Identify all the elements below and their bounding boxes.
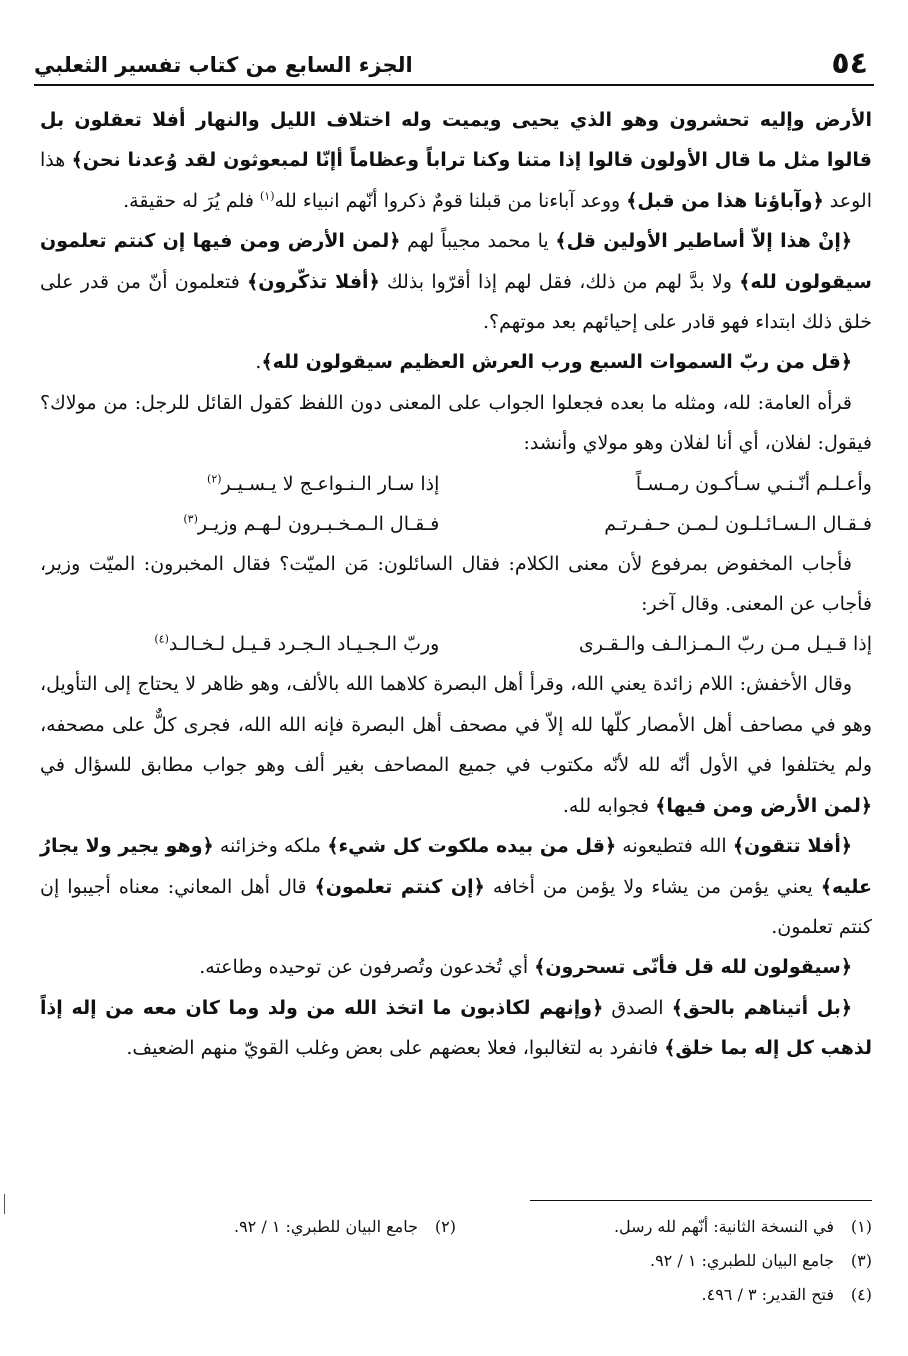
quran-quote: قل من ربّ السموات السبع ورب العرش العظيم سيقولون لله	[272, 351, 841, 374]
paragraph-2	[40, 221, 872, 342]
paragraph-text: قرأه العامة: لله، ومثله ما بعده فجعلوا الجواب على المعنى دون اللفظ كقول القائل للرجل: من مولاك؟ فيقول: لفلان، أي أنا لفلان وهو مولاي وأنشد:	[40, 391, 872, 455]
verse-hemistich-2	[40, 464, 439, 504]
paragraph-text: يعني يؤمن من يشاء ولا يؤمن من أخافه	[484, 875, 821, 898]
close-bracket: ﴾	[655, 794, 667, 817]
open-bracket: ﴿	[840, 230, 852, 253]
close-bracket: ﴾	[247, 270, 259, 293]
footnote-row	[40, 1244, 872, 1278]
paragraph-4	[40, 383, 872, 464]
open-bracket: ﴿	[812, 189, 824, 212]
quran-quote: الأرض وإليه تحشرون وهو الذي يحيى ويميت وله اختلاف الليل والنهار أفلا تعقلون بل قالوا مثل ما قال الأولون قالوا إذا متنا وكنا تراباً وعظاماً أإنّا لمبعوثون لقد وُعدنا نحن	[40, 109, 873, 172]
quran-quote: إنْ هذا إلاّ أساطير الأولين قل	[566, 230, 841, 253]
open-bracket: ﴿	[202, 835, 214, 858]
paragraph-6	[40, 664, 872, 826]
close-bracket: ﴾	[664, 1037, 676, 1060]
quran-quote: إن كنتم تعلمون	[325, 875, 474, 898]
verse-hemistich-1: فـقـال الـسـائـلـون لـمـن حـفـرتـم	[604, 512, 872, 535]
paragraph-text: فانفرد به لتغالبوا، فعلا بعضهم على بعض وغلب القويّ منهم الضعيف.	[126, 1037, 665, 1060]
close-bracket: ﴾	[732, 835, 744, 858]
footnote-ref: (٤)	[154, 633, 169, 647]
footnote-text: فتح القدير: ٣ / ٤٩٦.	[701, 1285, 834, 1304]
footnote-number: (٢)	[434, 1217, 456, 1236]
footnote-text: في النسخة الثانية: أنّهم لله رسل.	[613, 1217, 834, 1236]
open-bracket: ﴿	[592, 996, 604, 1019]
running-title: الجزء السابع من كتاب تفسير الثعلبي	[34, 53, 413, 77]
quran-quote: سيقولون لله قل فأنّى تسحرون	[545, 956, 841, 979]
footnote-separator	[530, 1200, 872, 1201]
paragraph-3: ﴿قل من ربّ السموات السبع ورب العرش العظيم سيقولون لله﴾.	[255, 351, 852, 374]
quran-quote: لمن الأرض ومن فيها إن كنتم تعلمون سيقولون لله	[40, 230, 872, 293]
close-bracket: ﴾	[739, 270, 751, 293]
open-bracket: ﴿	[473, 875, 485, 898]
paragraph-text: وقال الأخفش: اللام زائدة يعني الله، وقرأ أهل البصرة كلاهما الله بالألف، وهو ظاهر لا يحتاج إلى التأويل، وهو في مصاحف أهل الأمصار كلّها لله إلاّ في مصحف أهل البصرة فإنه الله الله، فجرى كلٌّ على مصحفه، ولم يختلفوا في الأول أنّه لله لأنّه مكتوب في جميع المصاحف بغير ألف وهو جواب مطابق للسؤال في	[40, 673, 872, 777]
quran-quote: وإنهم لكاذبون ما اتخذ الله من ولد وما كان معه من إله إذاً لذهب كل إله بما خلق	[40, 996, 872, 1060]
footnote-text: جامع البيان للطبري: ١ / ٩٢.	[649, 1251, 834, 1270]
close-bracket: ﴾	[671, 996, 683, 1019]
verse-text: وربّ الـجـيـاد الـجـرد قـيـل لـخـالـد	[168, 633, 440, 656]
footnote-ref: (٢)	[207, 472, 222, 486]
margin-mark	[4, 1194, 5, 1214]
footnote-row	[40, 1278, 872, 1312]
footnote-3	[456, 1244, 872, 1278]
verse-hemistich-2	[40, 624, 439, 664]
open-bracket: ﴿	[368, 270, 380, 293]
close-bracket: ﴾	[327, 835, 339, 858]
open-bracket: ﴿	[860, 794, 872, 817]
verse-text: فـقـال الـمـخـبـرون لـهـم وزيـر	[197, 512, 440, 535]
paragraph-text: ووعد آباءنا من قبلنا قومٌ ذكروا أنّهم انبياء لله	[274, 189, 627, 212]
verse-hemistich-1: إذا قـيـل مـن ربّ الـمـزالـف والـقـرى	[578, 633, 872, 656]
quran-quote: وآباؤنا هذا من قبل	[637, 189, 813, 212]
footnote-number: (١)	[850, 1217, 872, 1236]
verse-hemistich-1: وأعـلـم أنّـنـي سـأكـون رمـسـاً	[635, 472, 872, 495]
close-bracket: ﴾	[314, 875, 326, 898]
quran-quote: وهو يجير ولا يجارُ عليه	[40, 835, 872, 898]
paragraph-text: هذا الوعد	[40, 149, 872, 212]
verse-text: إذا سـار الـنـواعـج لا يـسـيـر	[221, 472, 440, 495]
paragraph-7	[40, 826, 872, 947]
quran-quote: لمن الأرض ومن فيها	[666, 794, 861, 817]
open-bracket: ﴿	[840, 956, 852, 979]
close-bracket: ﴾	[626, 189, 638, 212]
quran-quote: بل أتيناهم بالحق	[682, 996, 841, 1019]
paragraph-text: ملكه وخزائنه	[213, 835, 328, 858]
close-bracket: ﴾	[261, 351, 273, 374]
paragraph-text: فلم يُرَ له حقيقة.	[123, 189, 260, 212]
footnote-1	[456, 1210, 872, 1244]
open-bracket: ﴿	[389, 230, 401, 253]
paragraph-text: الصدق	[603, 996, 672, 1019]
footnote-number: (٤)	[850, 1285, 872, 1304]
footnote-2	[40, 1210, 456, 1244]
paragraph-text: أي تُخدعون وتُصرفون عن توحيده وطاعته.	[199, 956, 535, 979]
close-bracket: ﴾	[534, 956, 546, 979]
quran-quote: أفلا تذكّرون	[258, 270, 369, 293]
paragraph-text: ولا بدَّ لهم من ذلك، فقل لهم إذا أقرّوا بذلك	[379, 270, 740, 293]
page-number: ٥٤	[831, 46, 868, 81]
paragraph-text: فجوابه لله.	[562, 794, 656, 817]
open-bracket: ﴿	[604, 835, 617, 858]
quran-quote: قل من بيده ملكوت كل شيء	[338, 835, 605, 858]
open-bracket: ﴿	[840, 996, 852, 1019]
footnote-ref: (١)	[260, 189, 275, 203]
quran-quote: أفلا تتقون	[743, 835, 841, 858]
paragraph-text: الله فتطيعونه	[616, 835, 733, 858]
paragraph-text: قال أهل المعاني: معناه أجيبوا إن كنتم تعلمون.	[40, 875, 872, 938]
close-bracket: ﴾	[71, 149, 83, 172]
footnote-row	[40, 1210, 872, 1244]
verse-line-1	[40, 464, 872, 504]
footnotes	[40, 1210, 872, 1312]
open-bracket: ﴿	[840, 835, 852, 858]
footnote-ref: (٣)	[183, 512, 198, 526]
paragraph-1	[40, 100, 872, 221]
paragraph-5	[40, 544, 872, 625]
paragraph-9	[40, 988, 872, 1069]
open-bracket: ﴿	[840, 351, 852, 374]
footnote-text: جامع البيان للطبري: ١ / ٩٢.	[233, 1217, 418, 1236]
paragraph-text: فتعلمون أنّ من قدر على خلق ذلك ابتداء فهو قادر على إحيائهم بعد موتهم؟.	[40, 270, 872, 334]
verse-hemistich-2	[40, 504, 439, 544]
footnote-4	[456, 1278, 872, 1312]
paragraph-text: فأجاب المخفوض بمرفوع لأن معنى الكلام: فقال السائلون: مَن الميّت؟ فقال المخبرون: الميّت وزير، فأجاب عن المعنى. وقال آخر:	[40, 552, 872, 616]
body-text	[40, 100, 872, 1069]
paragraph-text: يا محمد مجيباً لهم	[400, 230, 556, 253]
verse-line-2	[40, 504, 872, 544]
footnote-number: (٣)	[850, 1251, 872, 1270]
close-bracket: ﴾	[820, 875, 832, 898]
close-bracket: ﴾	[555, 230, 567, 253]
paragraph-8	[40, 947, 872, 987]
verse-line-3	[40, 624, 872, 664]
page-header	[34, 44, 874, 86]
